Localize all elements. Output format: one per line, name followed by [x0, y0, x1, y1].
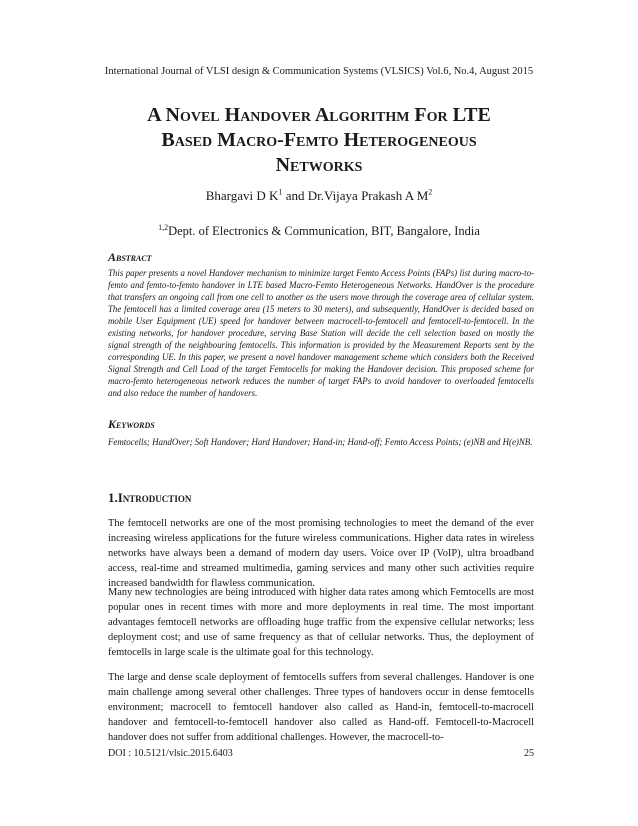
authors: [0, 188, 638, 204]
keywords-text: Femtocells; HandOver; Soft Handover; Hard Handover; Hand-in; Hand-off; Femto Access Points; (e)NB and H(e)NB.: [108, 437, 533, 447]
title-line-1: A Novel Handover Algorithm For LTE: [147, 104, 491, 126]
author-2: and Dr.Vijaya Prakash A M: [282, 188, 429, 203]
affiliation-text: Dept. of Electronics & Communication, BIT, Bangalore, India: [168, 224, 480, 238]
affiliation: [0, 224, 638, 239]
paragraph-2: Many new technologies are being introduced with higher data rates among which Femtocells are most popular ones in recent times with more and more deployments in real time. The most important advantages femtocell networks are offloading huge traffic from the expensive cellular networks; less deployment cost; and use of same frequency as that of cellular networks. Thus, the deployment of femtocells in large scale is the ultimate goal for this technology.: [108, 587, 534, 658]
paper-title: [60, 103, 578, 178]
author-2-sup: 2: [428, 187, 433, 197]
author-1-sup: 1: [278, 187, 283, 197]
keywords-heading: Keywords: [108, 417, 155, 431]
abstract-heading: Abstract: [108, 250, 152, 264]
paragraph-3: The large and dense scale deployment of femtocells suffers from several challenges. Handover is one main challenge among several other challenges. Three types of handovers occur in dense femtocells environment; macrocell to femtocell handover also called as Hand-in, femtocell-to-macrocell handover and femtocell-to-femtocell handover also called as Hand-off. Femtocell-to-Macrocell handover does not suffer from additional challenges. However, the macrocell-to-: [108, 672, 534, 743]
journal-header: International Journal of VLSI design & Communication Systems (VLSICS) Vol.6, No.4, August 2015: [104, 66, 534, 77]
section-title: Introduction: [117, 490, 192, 505]
title-line-2: Based Macro-Femto Heterogeneous: [161, 129, 477, 151]
abstract-text: This paper presents a novel Handover mechanism to minimize target Femto Access Points (FAPs) list during macro-to-femto and femto-to-femto handover in LTE based Macro-Femto Heterogeneous Networks. HandOver is the procedure that transfers an ongoing call from one cell to another as the users move through the coverage area of cellular system. The femtocell has a limited coverage area (15 meters to 30 meters), and subsequently, HandOver is decided based on mobile User Equipment (UE) speed for handover between macrocell-to-femtocell and femtocell-to-femtocell. In the existing networks, for handover procedure, serving Base Station will decide the cell selection based on mostly the signal strength of the neighbouring femtocells. This information is provided by the Measurement Reports sent by the corresponding UE. In this paper, we present a novel handover management scheme which considers both the Received Signal Strength and Cell Load of the target Femtocells for making the Handover decision. This proposed scheme for macro-femto heterogeneous network reduces the number of target FAPs to avoid handover to overloaded femtocells and also reduce the number of handovers.: [108, 268, 534, 398]
section-heading: [108, 490, 191, 506]
title-line-3: Networks: [275, 154, 363, 176]
author-1: Bhargavi D K: [205, 188, 279, 203]
footer-doi: DOI : 10.5121/vlsic.2015.6403: [108, 748, 233, 759]
affiliation-sup: 1,2: [158, 222, 169, 232]
page-number: 25: [524, 748, 534, 759]
section-number: 1.: [108, 490, 118, 505]
paragraph-1: The femtocell networks are one of the most promising technologies to meet the demand of the ever increasing wireless applications for the future wireless communications. Higher data rates in wireless networks have always been a demand of modern day users. Voice over IP (VoIP), ultra broadband access, real-time and streamed multimedia, gaming services and many other such activities require increased bandwidth for flawless communication.: [108, 518, 534, 589]
